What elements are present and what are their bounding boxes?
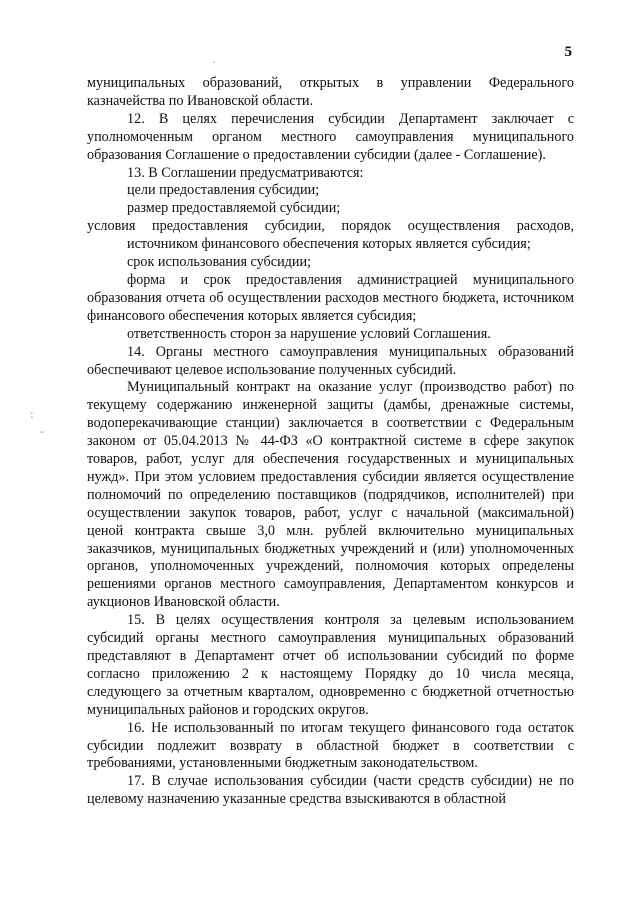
document-body — [87, 75, 574, 809]
paragraph-16: 16. Не использованный по итогам текущего финансового года остаток субсидии подлежит возврату в областной бюджет в соответствии с требованиями, установленными бюджетным законодательством. — [87, 719, 574, 772]
list-item: условия предоставления субсидии, порядок осуществления расходов, источником финансового обеспечения которых является субсидия; — [87, 218, 574, 253]
list-item: срок использования субсидии; — [127, 254, 312, 271]
margin-mark: - — [40, 425, 44, 438]
paragraph-14: 14. Органы местного самоуправления муниципальных образований обеспечивают целевое использование полученных субсидий. — [87, 343, 574, 378]
page-number: 5 — [564, 44, 572, 60]
paragraph-continuation: муниципальных образований, открытых в управлении Федерального казначейства по Ивановской области. — [87, 75, 574, 109]
list-item: форма и срок предоставления администрацией муниципального образования отчета об осуществлении расходов местного бюджета, источником финансового обеспечения которых является субсидия; — [87, 271, 574, 324]
paragraph-13: 13. В Соглашении предусматриваются: — [127, 164, 364, 181]
paragraph-17: 17. В случае использования субсидии (части средств субсидии) не по целевому назначению указанные средства взыскиваются в областной — [87, 773, 574, 808]
paragraph-15: 15. В целях осуществления контроля за целевым использованием субсидий органы местного самоуправления муниципальных образований представляют в Департамент отчет об использовании субсидий по форме согласно приложению 2 к настоящему Порядку до 10 числа месяца, следующего за отчетным кварталом, одновременно с бюджетной отчетностью муниципальных районов и городских округов. — [87, 612, 574, 718]
list-item: цели предоставления субсидии; — [127, 182, 320, 199]
paragraph-12: 12. В целях перечисления субсидии Департамент заключает с уполномоченным органом местного самоуправления муниципального образования Соглашение о предоставлении субсидии (далее - Соглашение). — [87, 110, 574, 163]
scan-speck: · — [212, 56, 216, 69]
paragraph-contract: Муниципальный контракт на оказание услуг (производство работ) по текущему содержанию инженерной защиты (дамбы, дренажные системы, водоперекачивающие станции) заключается в соответствии с Федеральным законом от 05.04.2013 № 44-ФЗ «О контрактной системе в сфере закупок товаров, работ, услуг для обеспечения государственных и муниципальных нужд». При этом условием предоставления субсидии является осуществление полномочий по определению поставщиков (подрядчиков, исполнителей) при осуществлении закупок товаров, работ, услуг с начальной (максимальной) ценой контракта свыше 3,0 млн. рублей включительно муниципальных заказчиков, муниципальных бюджетных учреждений и (или) уполномоченных органов, уполномоченных учреждений, полномочия которых определены решениями органов местного самоуправления, Департаментом конкурсов и аукционов Ивановской области. — [87, 379, 574, 611]
list-item: ответственность сторон за нарушение условий Соглашения. — [127, 325, 491, 342]
list-item: размер предоставляемой субсидии; — [127, 200, 341, 217]
margin-mark: : — [30, 408, 34, 421]
